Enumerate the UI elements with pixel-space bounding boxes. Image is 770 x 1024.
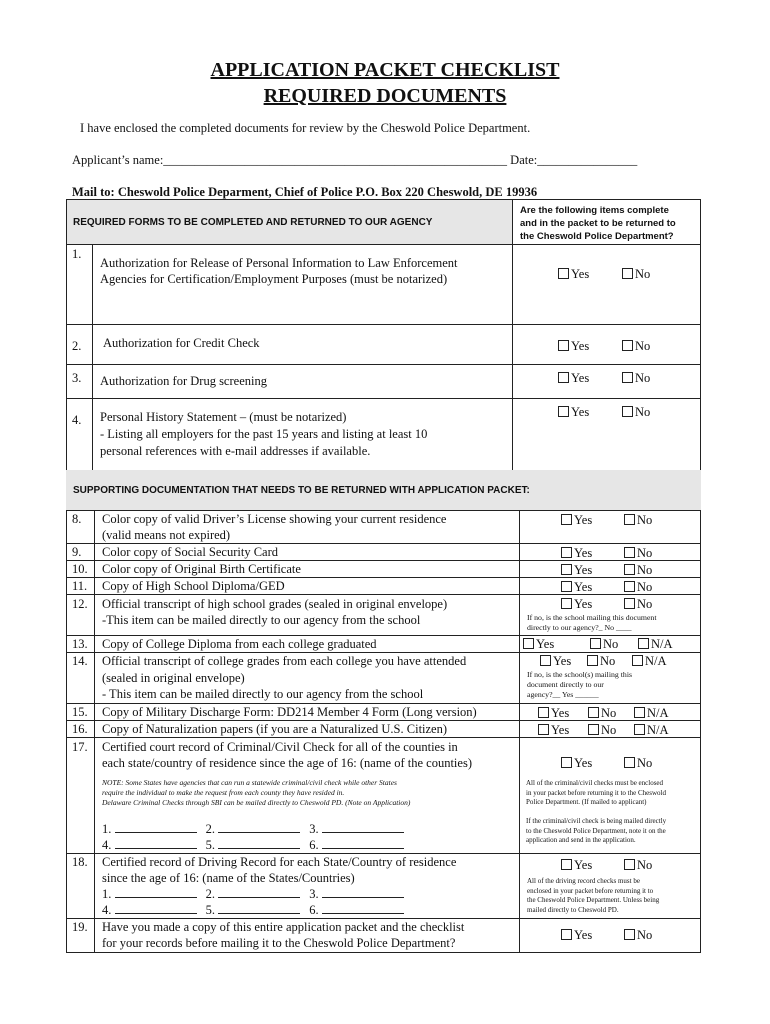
no-option[interactable]: [588, 705, 616, 721]
date-field[interactable]: ________________: [537, 153, 638, 167]
no-label: No: [637, 928, 653, 942]
note-line: All of the criminal/civil checks must be enclosed: [526, 779, 664, 787]
yes-option[interactable]: [561, 857, 592, 873]
blank-number: 2.: [205, 887, 215, 901]
blank-number: 5.: [205, 838, 215, 852]
blank-number: 2.: [205, 822, 215, 836]
checkbox[interactable]: [561, 564, 572, 575]
no-option[interactable]: [624, 545, 652, 561]
yes-label: Yes: [571, 339, 590, 353]
item-line: each state/country of residence since the age of 16: (name of the counties): [102, 756, 472, 770]
item-text: [102, 653, 466, 703]
no-label: No: [635, 405, 651, 419]
checkbox[interactable]: [624, 547, 635, 558]
applicant-name-label: Applicant’s name:: [72, 153, 164, 167]
checkbox[interactable]: [634, 707, 645, 718]
no-label: No: [635, 339, 651, 353]
county-field[interactable]: [218, 822, 300, 833]
checkbox[interactable]: [638, 638, 649, 649]
no-option[interactable]: [624, 857, 652, 873]
checkbox[interactable]: [538, 724, 549, 735]
item-number: 2.: [72, 339, 82, 353]
note-line: Delaware Criminal Checks through SBI can be mailed directly to Cheswold PD. (Note on Application): [102, 798, 411, 807]
no-option[interactable]: [622, 404, 650, 420]
item-text: [100, 409, 427, 460]
item-text: [102, 739, 472, 771]
note-line: agency?__ Yes ______: [527, 690, 599, 699]
county-field[interactable]: [322, 822, 404, 833]
no-option[interactable]: [622, 266, 650, 282]
item-text: [102, 919, 464, 951]
item-line: Certified record of Driving Record for each State/Country of residence: [102, 855, 457, 869]
note-line: If the criminal/civil check is being mailed directly: [526, 817, 667, 825]
note-line: All of the driving record checks must be: [527, 877, 640, 885]
states-row-2: [102, 902, 404, 918]
county-field[interactable]: [115, 822, 197, 833]
mail-to: Mail to: Cheswold Police Deparment, Chief of Police P.O. Box 220 Cheswold, DE 19936: [72, 185, 538, 199]
yes-label: Yes: [553, 654, 572, 668]
item-line: for your records before mailing it to the Cheswold Police Department?: [102, 936, 456, 950]
blank-number: 1.: [102, 887, 112, 901]
yes-label: Yes: [574, 928, 593, 942]
note-line: enclosed in your packet before returning it to: [527, 886, 654, 895]
item-number: 11.: [72, 579, 88, 593]
applicant-name-row: [72, 152, 637, 168]
yes-label: Yes: [574, 756, 593, 770]
item-number: 15.: [72, 705, 88, 719]
no-label: No: [637, 546, 653, 560]
note-line: If no, is the school(s) mailing this: [527, 670, 633, 679]
item-number: 13.: [72, 637, 88, 651]
item-line: Have you made a copy of this entire application packet and the checklist: [102, 920, 465, 934]
intro-text: I have enclosed the completed documents for review by the Cheswold Police Department.: [80, 121, 531, 135]
blank-number: 3.: [309, 887, 319, 901]
yes-label: Yes: [571, 405, 590, 419]
blank-number: 6.: [309, 838, 319, 852]
no-option[interactable]: [588, 722, 616, 738]
item-number: 8.: [72, 512, 82, 526]
checkbox[interactable]: [561, 547, 572, 558]
note-line: require the individual to make the request from each county they have resided in.: [102, 788, 345, 797]
blank-number: 5.: [205, 903, 215, 917]
yes-option[interactable]: [538, 705, 569, 721]
item-line: Agencies for Certification/Employment Purposes (must be notarized): [100, 272, 448, 286]
no-label: No: [637, 513, 653, 527]
checkbox[interactable]: [561, 598, 572, 609]
item-text: Authorization for Drug screening: [100, 374, 267, 388]
item-text: Copy of College Diploma from each college graduated: [102, 637, 377, 651]
county-field[interactable]: [322, 838, 404, 849]
blank-number: 3.: [309, 822, 319, 836]
criminal-check-mailing-note: [526, 817, 666, 846]
no-option[interactable]: [587, 653, 615, 669]
checkbox[interactable]: [561, 757, 572, 768]
item-number: 9.: [72, 545, 82, 559]
no-option[interactable]: [622, 338, 650, 354]
state-field[interactable]: [322, 887, 404, 898]
no-option[interactable]: [624, 579, 652, 595]
driving-record-note: [527, 877, 659, 915]
no-label: No: [601, 723, 617, 737]
na-option[interactable]: [632, 653, 667, 669]
yes-label: Yes: [536, 637, 555, 651]
counties-row-1: [102, 821, 404, 837]
blank-number: 4.: [102, 903, 112, 917]
checkbox[interactable]: [634, 724, 645, 735]
na-label: N/A: [651, 637, 673, 651]
checkbox[interactable]: [622, 372, 633, 383]
checkbox[interactable]: [558, 372, 569, 383]
checkbox[interactable]: [561, 581, 572, 592]
yes-option[interactable]: [558, 338, 589, 354]
no-option[interactable]: [624, 512, 652, 528]
yes-option[interactable]: [561, 579, 592, 595]
yes-option[interactable]: [561, 755, 592, 771]
yes-option[interactable]: [538, 722, 569, 738]
item-line: Official transcript of college grades from each college you have attended: [102, 654, 467, 668]
criminal-check-enclosure-note: [526, 779, 666, 808]
item-line: Certified court record of Criminal/Civil Check for all of the counties in: [102, 740, 458, 754]
checkbox[interactable]: [558, 406, 569, 417]
checkbox[interactable]: [523, 638, 534, 649]
note-line: the Cheswold Police Department. Unless being: [527, 896, 660, 904]
yes-option[interactable]: [558, 370, 589, 386]
no-option[interactable]: [624, 562, 652, 578]
note-line: to the Cheswold Police Department, note it on the: [526, 826, 666, 835]
no-label: No: [637, 580, 653, 594]
item-line: (valid means not expired): [102, 528, 231, 542]
item-number: 16.: [72, 722, 88, 736]
item-line: (sealed in original envelope): [102, 670, 245, 685]
no-option[interactable]: [624, 596, 652, 612]
checkbox[interactable]: [622, 340, 633, 351]
state-field[interactable]: [218, 903, 300, 914]
item-line: -This item can be mailed directly to our agency from the school: [102, 613, 421, 627]
checkbox[interactable]: [587, 655, 598, 666]
item-text: Authorization for Credit Check: [103, 336, 260, 350]
item-number: 4.: [72, 413, 82, 427]
checkbox[interactable]: [588, 707, 599, 718]
yes-label: Yes: [574, 580, 593, 594]
yes-label: Yes: [574, 858, 593, 872]
state-field[interactable]: [322, 903, 404, 914]
note-line: Police Department. (If mailed to applicant): [526, 798, 647, 806]
checkbox[interactable]: [624, 757, 635, 768]
completion-question: [520, 204, 676, 243]
no-label: No: [637, 597, 653, 611]
yes-option[interactable]: [561, 927, 592, 943]
na-option[interactable]: [634, 722, 669, 738]
item-number: 14.: [72, 654, 88, 668]
question-line: Are the following items complete: [520, 205, 669, 216]
yes-option[interactable]: [561, 545, 592, 561]
date-label: Date:: [510, 153, 538, 167]
note-line: mailed directly to Cheswold PD.: [527, 905, 619, 914]
county-field[interactable]: [218, 838, 300, 849]
item-line: - Listing all employers for the past 15 years and listing at least 10: [100, 427, 428, 441]
item-text: [100, 255, 458, 287]
item-number: 3.: [72, 371, 82, 385]
yes-option[interactable]: [561, 596, 592, 612]
na-label: N/A: [647, 723, 669, 737]
checkbox[interactable]: [622, 406, 633, 417]
item-number: 12.: [72, 597, 88, 611]
item-line: Official transcript of high school grades (sealed in original envelope): [102, 597, 448, 611]
checkbox[interactable]: [624, 514, 635, 525]
note-line: If no, is the school mailing this document: [527, 613, 657, 622]
state-field[interactable]: [115, 887, 197, 898]
yes-label: Yes: [551, 706, 570, 720]
checkbox[interactable]: [540, 655, 551, 666]
checkbox[interactable]: [588, 724, 599, 735]
checkbox[interactable]: [624, 581, 635, 592]
no-option[interactable]: [624, 755, 652, 771]
no-label: No: [600, 654, 616, 668]
checkbox[interactable]: [590, 638, 601, 649]
no-label: No: [637, 756, 653, 770]
item-number: 10.: [72, 562, 88, 576]
item-text: Color copy of Social Security Card: [102, 545, 279, 559]
yes-option[interactable]: [561, 562, 592, 578]
item-number: 19.: [72, 920, 88, 934]
yes-label: Yes: [571, 267, 590, 281]
item-line: Color copy of valid Driver’s License showing your current residence: [102, 512, 447, 526]
no-option[interactable]: [624, 927, 652, 943]
question-line: the Cheswold Police Department?: [520, 231, 674, 242]
na-label: N/A: [645, 654, 667, 668]
checkbox[interactable]: [624, 929, 635, 940]
item-line: Authorization for Release of Personal Information to Law Enforcement: [100, 256, 458, 270]
note-line: application and send in the application.: [526, 836, 636, 844]
college-mailing-note: [527, 670, 632, 700]
blank-number: 6.: [309, 903, 319, 917]
checkbox[interactable]: [624, 598, 635, 609]
checkbox[interactable]: [622, 268, 633, 279]
no-label: No: [601, 706, 617, 720]
page-subtitle: REQUIRED DOCUMENTS: [263, 85, 507, 107]
blank-number: 4.: [102, 838, 112, 852]
counties-row-2: [102, 837, 404, 853]
states-row-1: [102, 886, 404, 902]
yes-label: Yes: [574, 513, 593, 527]
yes-option[interactable]: [558, 404, 589, 420]
checkbox[interactable]: [558, 340, 569, 351]
no-label: No: [635, 371, 651, 385]
na-option[interactable]: [638, 636, 673, 652]
yes-option[interactable]: [540, 653, 571, 669]
checkbox[interactable]: [561, 929, 572, 940]
checkbox[interactable]: [561, 514, 572, 525]
page-title: APPLICATION PACKET CHECKLIST: [210, 59, 560, 81]
item-text: Color copy of Original Birth Certificate: [102, 562, 301, 576]
yes-option[interactable]: [523, 636, 554, 652]
item-line: personal references with e-mail addresses if available.: [100, 444, 371, 458]
no-label: No: [637, 858, 653, 872]
item-number: 18.: [72, 855, 88, 869]
item-line: since the age of 16: (name of the States/Countries): [102, 871, 355, 885]
checkbox[interactable]: [538, 707, 549, 718]
na-label: N/A: [647, 706, 669, 720]
required-section-header: REQUIRED FORMS TO BE COMPLETED AND RETURNED TO OUR AGENCY: [73, 217, 433, 228]
item-text: [102, 511, 446, 543]
note-line: document directly to our: [527, 680, 604, 689]
state-field[interactable]: [115, 903, 197, 914]
no-option[interactable]: [590, 636, 618, 652]
blank-number: 1.: [102, 822, 112, 836]
item-text: Copy of High School Diploma/GED: [102, 579, 285, 593]
item-line: - This item can be mailed directly to our agency from the school: [102, 687, 424, 701]
checkbox[interactable]: [558, 268, 569, 279]
yes-option[interactable]: [561, 512, 592, 528]
note-line: in your packet before returning it to the Cheswold: [526, 788, 666, 797]
yes-label: Yes: [574, 546, 593, 560]
note-line: NOTE: Some States have agencies that can run a statewide criminal/civil check while other States: [102, 778, 397, 787]
yes-option[interactable]: [558, 266, 589, 282]
supporting-section-header: SUPPORTING DOCUMENTATION THAT NEEDS TO BE RETURNED WITH APPLICATION PACKET:: [73, 485, 530, 496]
checkbox[interactable]: [624, 859, 635, 870]
school-mailing-note: [527, 613, 657, 633]
yes-label: Yes: [571, 371, 590, 385]
item-text: Copy of Naturalization papers (if you are a Naturalized U.S. Citizen): [102, 722, 448, 736]
no-label: No: [637, 563, 653, 577]
no-option[interactable]: [622, 370, 650, 386]
item-text: Copy of Military Discharge Form: DD214 Member 4 Form (Long version): [102, 705, 477, 719]
item-text: [102, 596, 447, 628]
item-number: 17.: [72, 740, 88, 754]
yes-label: Yes: [574, 597, 593, 611]
state-field[interactable]: [218, 887, 300, 898]
no-label: No: [603, 637, 619, 651]
checkbox[interactable]: [561, 859, 572, 870]
yes-label: Yes: [574, 563, 593, 577]
item-line: Personal History Statement – (must be notarized): [100, 410, 347, 424]
no-label: No: [635, 267, 651, 281]
yes-label: Yes: [551, 723, 570, 737]
na-option[interactable]: [634, 705, 669, 721]
checkbox[interactable]: [624, 564, 635, 575]
statewide-check-note: [102, 778, 410, 808]
question-line: and in the packet to be returned to: [520, 218, 676, 229]
county-field[interactable]: [115, 838, 197, 849]
item-number: 1.: [72, 247, 82, 261]
checkbox[interactable]: [632, 655, 643, 666]
applicant-name-field[interactable]: _______________________________________________________: [163, 153, 508, 167]
note-line: directly to our agency?_ No ____: [527, 623, 632, 632]
item-text: [102, 854, 456, 886]
